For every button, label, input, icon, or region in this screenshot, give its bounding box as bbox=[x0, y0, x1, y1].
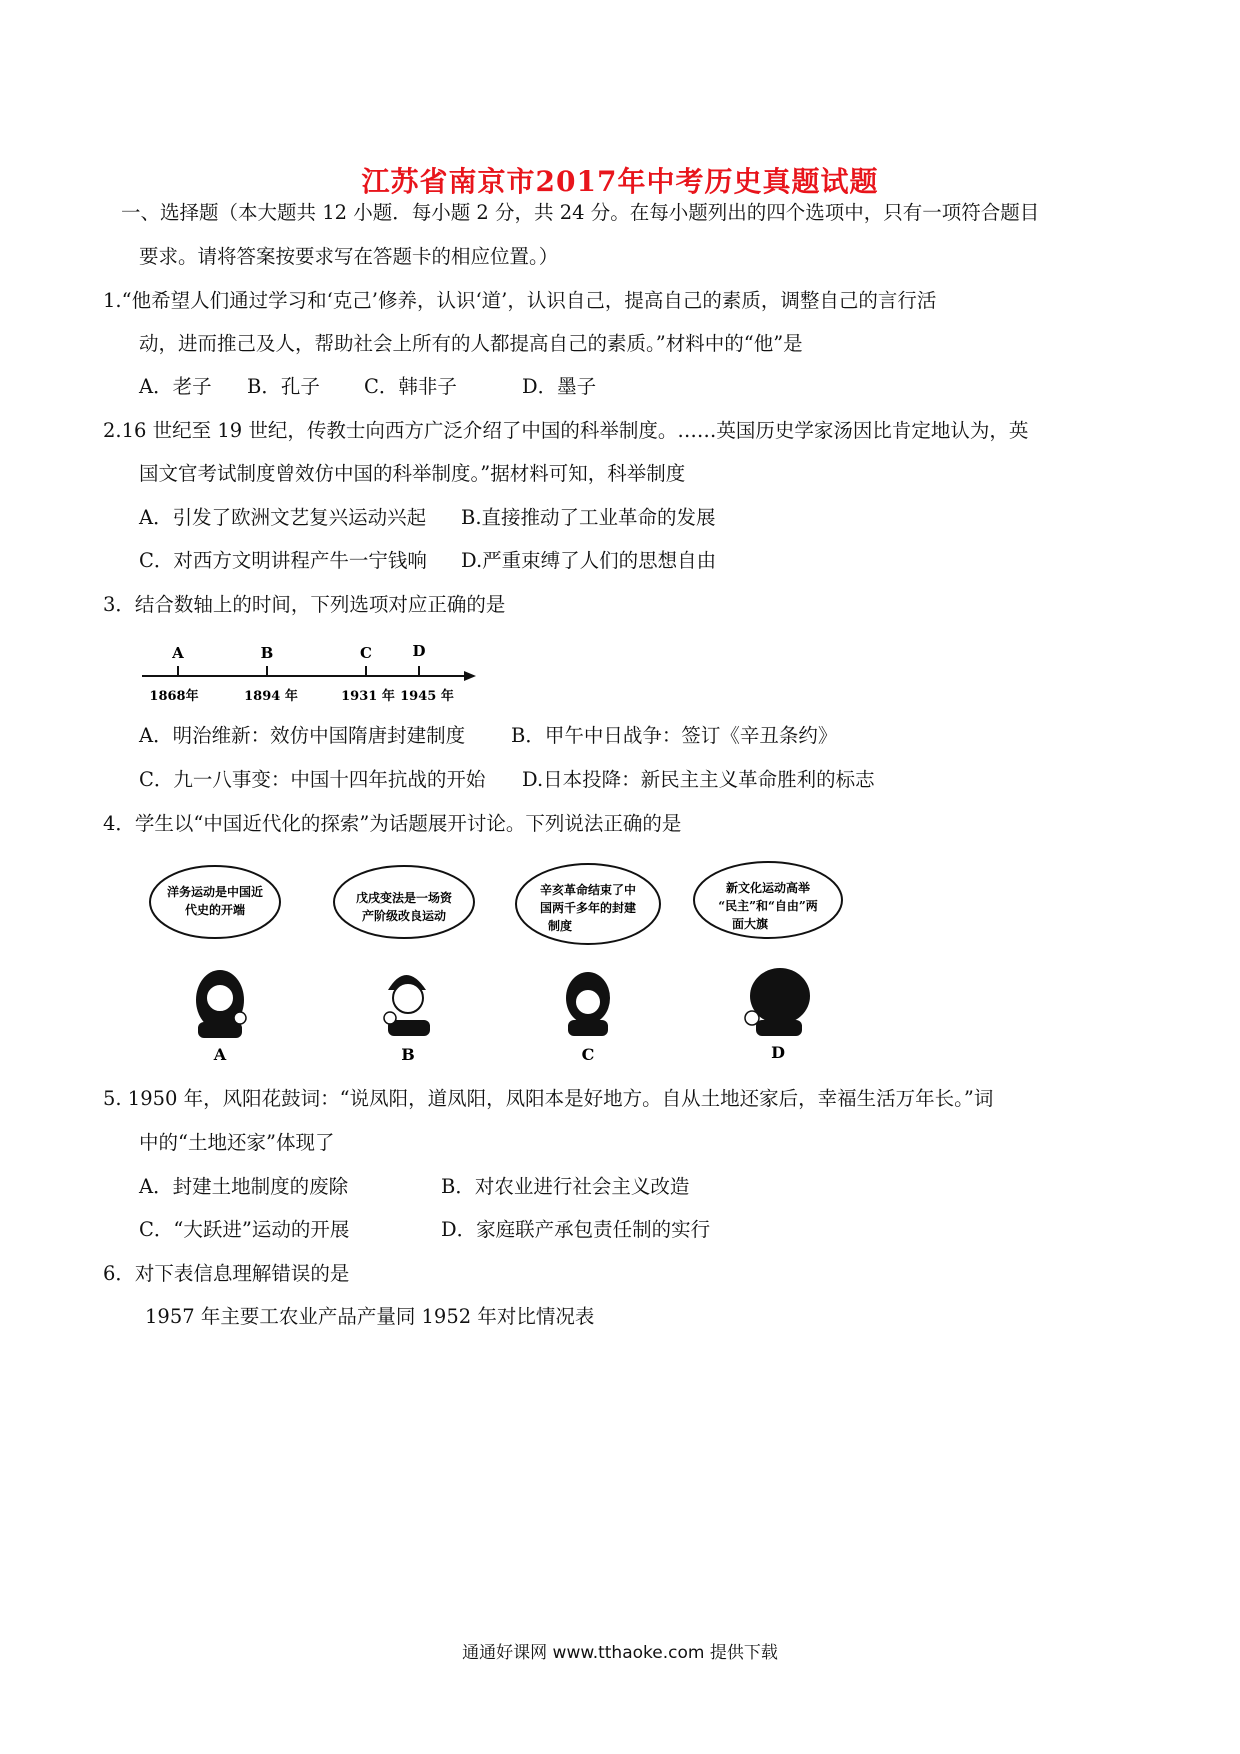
speech-bubble-a bbox=[150, 866, 280, 938]
svg-text:1931 年: 1931 年 bbox=[341, 689, 395, 704]
svg-text:戊戌变法是一场资: 戊戌变法是一场资 bbox=[355, 891, 453, 905]
svg-text:洋务运动是中国近: 洋务运动是中国近 bbox=[166, 885, 264, 899]
svg-text:代史的开端: 代史的开端 bbox=[184, 903, 246, 917]
timeline-point-a bbox=[149, 644, 198, 704]
q3-option-c: C．九一八事变：中国十四年抗战的开始 bbox=[139, 768, 486, 791]
svg-text:C: C bbox=[360, 644, 372, 662]
q6-stem: 6．对下表信息理解错误的是 bbox=[103, 1262, 350, 1285]
q2-stem-line1: 2.16 世纪至 19 世纪，传教士向西方广泛介绍了中国的科举制度。……英国历史学家汤因比肯定地认为，英 bbox=[103, 419, 1029, 442]
student-a-figure bbox=[196, 970, 246, 1038]
student-b-label: B bbox=[401, 1045, 415, 1064]
svg-text:1868年: 1868年 bbox=[149, 689, 199, 704]
q1-stem-line2: 动，进而推己及人，帮助社会上所有的人都提高自己的素质。”材料中的“他”是 bbox=[139, 332, 803, 355]
student-a bbox=[150, 866, 280, 1064]
q2-option-a: A．引发了欧洲文艺复兴运动兴起 bbox=[139, 506, 427, 529]
svg-text:A: A bbox=[172, 644, 184, 662]
speech-bubble-c bbox=[516, 864, 660, 944]
q2-option-c: C．对西方文明讲程产牛一宁钱响 bbox=[139, 549, 427, 572]
svg-text:D: D bbox=[412, 642, 426, 660]
q5-option-a: A．封建土地制度的废除 bbox=[139, 1175, 349, 1198]
svg-text:国两千多年的封建: 国两千多年的封建 bbox=[539, 901, 637, 915]
student-d bbox=[694, 862, 842, 1062]
q5-stem-line2: 中的“土地还家”体现了 bbox=[139, 1131, 335, 1154]
q2-option-d: D.严重束缚了人们的思想自由 bbox=[461, 549, 717, 572]
student-a-label: A bbox=[213, 1045, 227, 1064]
svg-text:1894 年: 1894 年 bbox=[244, 689, 298, 704]
q4-stem: 4．学生以“中国近代化的探索”为话题展开讨论。下列说法正确的是 bbox=[103, 812, 682, 835]
q3-stem: 3．结合数轴上的时间，下列选项对应正确的是 bbox=[103, 593, 506, 616]
student-c-label: C bbox=[581, 1045, 595, 1064]
page-footer: 通通好课网 www.tthaoke.com 提供下载 bbox=[462, 1643, 778, 1663]
student-c bbox=[516, 864, 660, 1064]
timeline-point-b bbox=[244, 644, 298, 704]
section-heading-line2: 要求。请将答案按要求写在答题卡的相应位置。） bbox=[139, 245, 559, 268]
page-title: 江苏省南京市2017年中考历史真题试题 bbox=[361, 165, 879, 198]
timeline-figure bbox=[140, 636, 480, 708]
speech-bubble-d bbox=[694, 862, 842, 938]
q6-table-caption: 1957 年主要工农业产品产量同 1952 年对比情况表 bbox=[145, 1305, 595, 1328]
q1-option-d: D．墨子 bbox=[522, 375, 597, 398]
svg-text:1945 年: 1945 年 bbox=[400, 689, 454, 704]
q3-option-b: B．甲午中日战争：签订《辛丑条约》 bbox=[511, 724, 838, 747]
q1-option-c: C．韩非子 bbox=[364, 375, 457, 398]
q1-option-b: B．孔子 bbox=[247, 375, 320, 398]
timeline-point-d bbox=[400, 642, 454, 704]
q5-option-c: C．“大跃进”运动的开展 bbox=[139, 1218, 350, 1241]
q5-stem-line1: 5. 1950 年，风阳花鼓词：“说凤阳，道凤阳，凤阳本是好地方。自从土地还家后，幸福生活万年长。”词 bbox=[103, 1087, 994, 1110]
q3-option-d: D.日本投降：新民主主义革命胜利的标志 bbox=[522, 768, 875, 791]
student-c-figure bbox=[566, 972, 610, 1036]
student-b bbox=[334, 866, 474, 1064]
q5-option-d: D．家庭联产承包责任制的实行 bbox=[441, 1218, 711, 1241]
student-d-figure bbox=[745, 968, 810, 1036]
q1-stem-line1: 1.“他希望人们通过学习和‘克己’修养，认识‘道’，认识自己，提高自己的素质，调整自己的言行活 bbox=[103, 289, 937, 312]
section-heading-line1: 一、选择题（本大题共 12 小题．每小题 2 分，共 24 分。在每小题列出的四个选项中，只有一项符合题目 bbox=[121, 201, 1040, 224]
q3-option-a: A．明治维新：效仿中国隋唐封建制度 bbox=[139, 724, 466, 747]
q2-option-b: B.直接推动了工业革命的发展 bbox=[461, 506, 716, 529]
svg-text:产阶级改良运动: 产阶级改良运动 bbox=[361, 909, 447, 923]
svg-text:辛亥革命结束了中: 辛亥革命结束了中 bbox=[539, 883, 637, 897]
svg-text:“民主”和“自由”两: “民主”和“自由”两 bbox=[718, 899, 818, 913]
q5-option-b: B．对农业进行社会主义改造 bbox=[441, 1175, 690, 1198]
svg-text:新文化运动高举: 新文化运动高举 bbox=[725, 881, 811, 895]
student-b-figure bbox=[384, 975, 430, 1036]
timeline-point-c bbox=[341, 644, 395, 704]
svg-text:面大旗: 面大旗 bbox=[731, 917, 769, 931]
q2-stem-line2: 国文官考试制度曾效仿中国的科举制度。”据材料可知，科举制度 bbox=[139, 462, 686, 485]
student-d-label: D bbox=[771, 1043, 785, 1062]
svg-text:制度: 制度 bbox=[547, 919, 573, 933]
q1-option-a: A．老子 bbox=[139, 375, 212, 398]
svg-text:B: B bbox=[260, 644, 274, 662]
discussion-figure bbox=[140, 860, 860, 1070]
speech-bubble-b bbox=[334, 866, 474, 938]
